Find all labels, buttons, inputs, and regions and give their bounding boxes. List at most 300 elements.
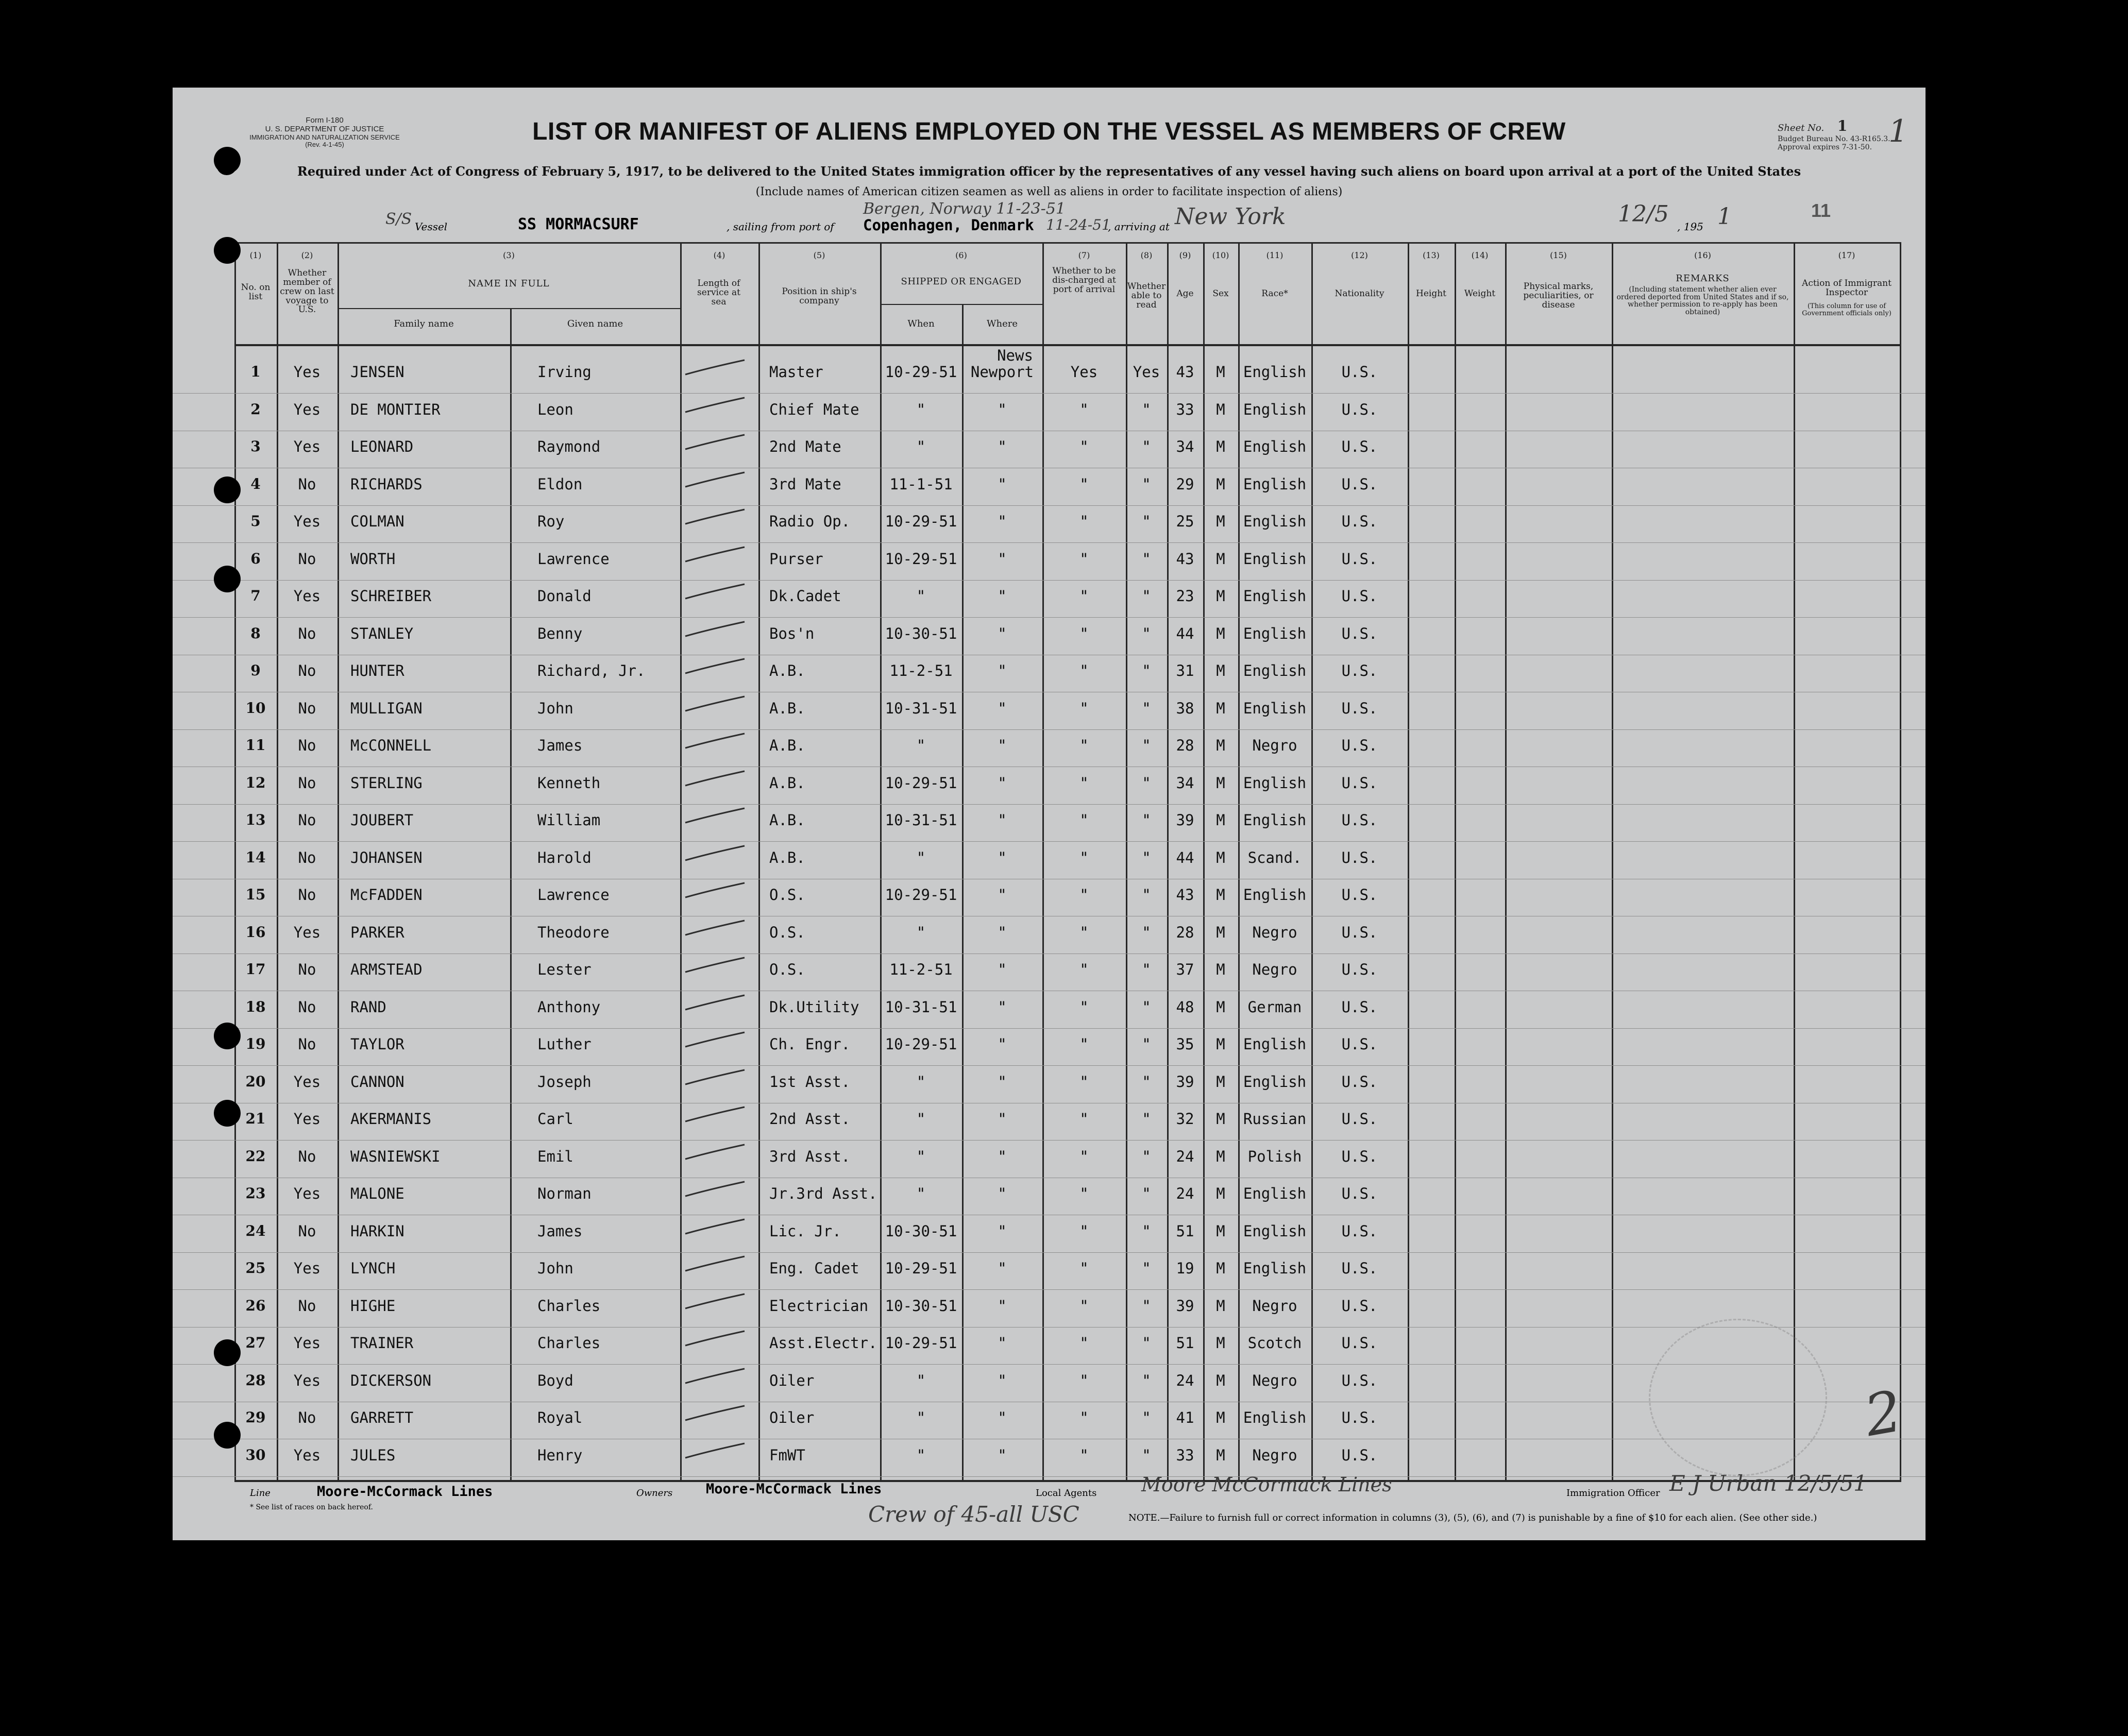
cell-sex: M	[1216, 811, 1225, 829]
header-given-name: Given name	[567, 318, 623, 329]
cell-read: "	[1142, 1260, 1151, 1277]
service-tick-mark	[680, 1137, 758, 1168]
cell-disch: "	[1079, 737, 1089, 754]
cell-prev: No	[298, 811, 316, 829]
cell-position: A.B.	[769, 774, 805, 792]
cell-sex: M	[1216, 1371, 1225, 1389]
punch-hole	[214, 476, 241, 503]
cell-family: TAYLOR	[350, 1035, 404, 1053]
cell-position: Purser	[769, 550, 823, 568]
cell-read: "	[1142, 998, 1151, 1016]
cell-prev: No	[298, 998, 316, 1016]
cell-read: "	[1142, 923, 1151, 941]
row-rule	[173, 617, 1926, 618]
cell-age: 38	[1176, 699, 1194, 717]
cell-family: HUNTER	[350, 662, 404, 679]
cell-race: Negro	[1252, 737, 1297, 754]
arrival-date: 12/5	[1618, 201, 1669, 227]
punch-hole	[214, 237, 241, 264]
table-top-border	[234, 242, 1901, 244]
cell-sex: M	[1216, 1185, 1225, 1202]
sheet-mark: 11	[1811, 200, 1831, 221]
cell-when: 11-2-51	[889, 961, 953, 978]
cell-when: "	[916, 1073, 926, 1091]
cell-race: Negro	[1252, 1297, 1297, 1315]
cell-nat: U.S.	[1341, 1371, 1378, 1389]
cell-sex: M	[1216, 513, 1225, 530]
cell-disch: "	[1079, 1185, 1089, 1202]
cell-position: Dk.Cadet	[769, 587, 841, 605]
cell-family: AKERMANIS	[350, 1110, 432, 1128]
cell-read: "	[1142, 513, 1151, 530]
cell-prev: No	[298, 1035, 316, 1053]
service-tick-mark	[680, 1100, 758, 1131]
shipped-subdivider	[880, 304, 1042, 305]
cell-race: English	[1243, 475, 1307, 493]
cell-prev: Yes	[293, 438, 321, 455]
cell-where: "	[998, 811, 1007, 829]
service-tick-mark	[680, 1324, 758, 1355]
cell-given: Leon	[537, 400, 573, 418]
cell-where: "	[998, 1222, 1007, 1240]
service-tick-mark	[680, 1212, 758, 1243]
cell-family: HIGHE	[350, 1297, 396, 1315]
service-tick-mark	[680, 1175, 758, 1205]
cell-disch: "	[1079, 774, 1089, 792]
cell-sex: M	[1216, 550, 1225, 568]
cell-no: 5	[250, 513, 261, 530]
cell-sex: M	[1216, 1409, 1225, 1426]
cell-no: 27	[245, 1334, 266, 1351]
service-tick-mark	[680, 1436, 758, 1467]
cell-when: 10-29-51	[885, 1334, 957, 1352]
cell-position: A.B.	[769, 811, 805, 829]
cell-when: 10-29-51	[885, 363, 957, 381]
faded-stamp	[1649, 1319, 1827, 1476]
cell-where: "	[998, 998, 1007, 1016]
service-tick-mark	[680, 839, 758, 870]
row-rule	[173, 1289, 1926, 1290]
cell-no: 9	[250, 662, 261, 679]
cell-race: English	[1243, 363, 1307, 381]
cell-nat: U.S.	[1341, 811, 1378, 829]
cell-given: John	[537, 1260, 573, 1277]
cell-position: A.B.	[769, 848, 805, 866]
revision: (Rev. 4-1-45)	[305, 141, 344, 149]
punch-hole	[216, 155, 237, 175]
cell-no: 25	[245, 1260, 266, 1277]
cell-where: "	[998, 550, 1007, 568]
footer-officer-signature: E J Urban 12/5/51	[1669, 1471, 1867, 1496]
service-tick-mark	[680, 988, 758, 1019]
cell-when: 10-31-51	[885, 699, 957, 717]
header-remarks-note: (Including statement whether alien ever ordered deported from United States and if so, whether permission to re-apply has been obtained)	[1616, 285, 1789, 317]
cell-age: 41	[1176, 1409, 1194, 1426]
cell-no: 15	[245, 886, 266, 903]
cell-race: English	[1243, 587, 1307, 605]
header-shipped: SHIPPED OR ENGAGED	[901, 276, 1022, 287]
cell-sex: M	[1216, 1073, 1225, 1091]
cell-when: "	[916, 1110, 926, 1128]
service: IMMIGRATION AND NATURALIZATION SERVICE	[249, 133, 400, 141]
header-age: Age	[1176, 288, 1194, 299]
cell-position: 2nd Asst.	[769, 1110, 851, 1128]
cell-where: "	[998, 961, 1007, 978]
cell-prev: Yes	[293, 923, 321, 941]
cell-when: 11-2-51	[889, 662, 953, 679]
cell-prev: Yes	[293, 1110, 321, 1128]
cell-race: English	[1243, 1222, 1307, 1240]
service-tick-mark	[680, 1249, 758, 1280]
cell-given: James	[537, 1222, 583, 1240]
cell-when: "	[916, 848, 926, 866]
cell-nat: U.S.	[1341, 886, 1378, 904]
cell-family: MULLIGAN	[350, 699, 423, 717]
cell-family: COLMAN	[350, 513, 404, 530]
cell-family: McFADDEN	[350, 886, 423, 904]
cell-prev: No	[298, 624, 316, 642]
cell-age: 31	[1176, 662, 1194, 679]
cell-race: English	[1243, 1073, 1307, 1091]
cell-race: English	[1243, 1409, 1307, 1426]
cell-prev: No	[298, 1222, 316, 1240]
cell-position: A.B.	[769, 662, 805, 679]
cell-no: 4	[250, 475, 261, 492]
cell-read: "	[1142, 811, 1151, 829]
cell-where: "	[998, 699, 1007, 717]
cell-position: O.S.	[769, 923, 805, 941]
row-rule	[173, 1476, 1926, 1477]
cell-where: "	[998, 1073, 1007, 1091]
header-no-on-list: No. on list	[241, 282, 271, 302]
header-remarks: REMARKS	[1676, 273, 1730, 284]
header-family-name: Family name	[394, 318, 454, 329]
cell-no: 3	[250, 438, 261, 455]
cell-given: William	[537, 811, 601, 829]
cell-race: Negro	[1252, 923, 1297, 941]
cell-given: Kenneth	[537, 774, 601, 792]
cell-no: 30	[245, 1446, 266, 1463]
cell-given: Henry	[537, 1446, 583, 1464]
cell-age: 43	[1176, 363, 1194, 381]
service-tick-mark	[680, 1025, 758, 1056]
cell-nat: U.S.	[1341, 1260, 1378, 1277]
cell-family: WORTH	[350, 550, 396, 568]
sailing-date-handwritten: 11-24-51	[1046, 216, 1111, 233]
colnum-6: (6)	[955, 250, 967, 260]
service-tick-mark	[680, 913, 758, 944]
cell-nat: U.S.	[1341, 1409, 1378, 1426]
cell-race: English	[1243, 624, 1307, 642]
cell-family: PARKER	[350, 923, 404, 941]
cell-prev: No	[298, 1147, 316, 1165]
cell-when: 11-1-51	[889, 475, 953, 493]
cell-position: Bos'n	[769, 624, 815, 642]
cell-sex: M	[1216, 363, 1225, 381]
cell-nat: U.S.	[1341, 513, 1378, 530]
cell-nat: U.S.	[1341, 1147, 1378, 1165]
cell-when: 10-29-51	[885, 550, 957, 568]
cell-read: "	[1142, 1334, 1151, 1352]
cell-given: Boyd	[537, 1371, 573, 1389]
cell-sex: M	[1216, 1222, 1225, 1240]
cell-no: 20	[245, 1073, 266, 1090]
cell-given: Roy	[537, 513, 565, 530]
cell-age: 44	[1176, 848, 1194, 866]
cell-race: English	[1243, 438, 1307, 455]
cell-where: "	[998, 923, 1007, 941]
cell-given: Royal	[537, 1409, 583, 1426]
budget-bureau: Budget Bureau No. 43-R165.3.	[1778, 134, 1890, 143]
cell-position: A.B.	[769, 737, 805, 754]
cell-age: 44	[1176, 624, 1194, 642]
cell-age: 43	[1176, 550, 1194, 568]
form-number: Form I-180	[306, 116, 344, 125]
cell-disch: "	[1079, 1409, 1089, 1426]
row-rule	[173, 1028, 1926, 1029]
cell-when: "	[916, 1371, 926, 1389]
service-tick-mark	[680, 764, 758, 795]
cell-age: 29	[1176, 475, 1194, 493]
header-race: Race*	[1261, 288, 1288, 299]
cell-where-above: News	[997, 347, 1033, 364]
cell-read: "	[1142, 1035, 1151, 1053]
cell-no: 26	[245, 1297, 266, 1314]
cell-no: 6	[250, 550, 261, 567]
row-rule	[173, 1252, 1926, 1253]
cell-position: O.S.	[769, 886, 805, 904]
cell-race: English	[1243, 550, 1307, 568]
colnum-13: (13)	[1423, 250, 1440, 260]
cell-nat: U.S.	[1341, 923, 1378, 941]
footer-line-label: Line	[250, 1488, 271, 1499]
header-able-read: Whether able to read	[1127, 281, 1166, 310]
cell-family: STANLEY	[350, 624, 414, 642]
page-subtitle: Required under Act of Congress of February 5, 1917, to be delivered to the United States immigration officer by the representatives of any vessel having such aliens on board upon arrival at a port of the United States	[297, 164, 1801, 179]
cell-prev: Yes	[293, 363, 321, 381]
header-nationality: Nationality	[1335, 288, 1384, 299]
cell-race: English	[1243, 811, 1307, 829]
cell-prev: No	[298, 737, 316, 754]
cell-read: "	[1142, 886, 1151, 904]
cell-given: Lawrence	[537, 550, 610, 568]
cell-family: STERLING	[350, 774, 423, 792]
service-tick-mark	[680, 465, 758, 496]
cell-read: "	[1142, 848, 1151, 866]
cell-race: English	[1243, 886, 1307, 904]
cell-sex: M	[1216, 774, 1225, 792]
cell-nat: U.S.	[1341, 475, 1378, 493]
cell-sex: M	[1216, 475, 1225, 493]
header-sex: Sex	[1212, 288, 1229, 299]
cell-read: "	[1142, 699, 1151, 717]
header-name-in-full: NAME IN FULL	[468, 278, 550, 289]
cell-when: "	[916, 1446, 926, 1464]
cell-read: "	[1142, 662, 1151, 679]
colnum-4: (4)	[713, 250, 725, 260]
header-discharged: Whether to be dis-charged at port of arrival	[1052, 266, 1116, 295]
sailing-from: Copenhagen, Denmark	[863, 216, 1034, 234]
cell-prev: No	[298, 886, 316, 904]
cell-family: WASNIEWSKI	[350, 1147, 441, 1165]
cell-age: 32	[1176, 1110, 1194, 1128]
cell-position: Oiler	[769, 1409, 815, 1426]
cell-when: 10-29-51	[885, 774, 957, 792]
cell-family: LEONARD	[350, 438, 414, 455]
cell-when: 10-29-51	[885, 1035, 957, 1053]
col-divider	[1794, 242, 1795, 1481]
cell-age: 34	[1176, 774, 1194, 792]
cell-nat: U.S.	[1341, 1073, 1378, 1091]
year-label: , 195	[1677, 220, 1703, 233]
cell-position: FmWT	[769, 1446, 805, 1464]
cell-read: "	[1142, 400, 1151, 418]
cell-position: 1st Asst.	[769, 1073, 851, 1091]
cell-when: 10-29-51	[885, 1260, 957, 1277]
cell-disch: "	[1079, 513, 1089, 530]
cell-sex: M	[1216, 886, 1225, 904]
cell-where: "	[998, 848, 1007, 866]
cell-age: 51	[1176, 1222, 1194, 1240]
cell-where: "	[998, 1147, 1007, 1165]
cell-where: Newport	[970, 363, 1034, 381]
cell-sex: M	[1216, 1147, 1225, 1165]
service-tick-mark	[680, 577, 758, 608]
cell-family: JOHANSEN	[350, 848, 423, 866]
cell-nat: U.S.	[1341, 699, 1378, 717]
cell-family: HARKIN	[350, 1222, 404, 1240]
cell-prev: Yes	[293, 513, 321, 530]
cell-nat: U.S.	[1341, 961, 1378, 978]
cell-position: Asst.Electr.	[769, 1334, 877, 1352]
cell-position: 3rd Mate	[769, 475, 841, 493]
service-tick-mark	[680, 1399, 758, 1429]
cell-age: 24	[1176, 1371, 1194, 1389]
cell-when: "	[916, 587, 926, 605]
cell-given: Anthony	[537, 998, 601, 1016]
cell-sex: M	[1216, 1446, 1225, 1464]
approval-expires: Approval expires 7-31-50.	[1778, 143, 1872, 152]
punch-hole	[214, 1422, 241, 1449]
cell-nat: U.S.	[1341, 1110, 1378, 1128]
cell-nat: U.S.	[1341, 550, 1378, 568]
cell-disch: "	[1079, 1260, 1089, 1277]
row-rule	[173, 505, 1926, 506]
cell-no: 21	[245, 1110, 266, 1127]
cell-given: Donald	[537, 587, 592, 605]
cell-position: A.B.	[769, 699, 805, 717]
cell-position: Radio Op.	[769, 513, 851, 530]
col-divider	[1408, 242, 1409, 1481]
cell-prev: No	[298, 1409, 316, 1426]
colnum-14: (14)	[1471, 250, 1489, 260]
col-divider	[337, 242, 339, 1481]
cell-family: CANNON	[350, 1073, 404, 1091]
cell-race: English	[1243, 1185, 1307, 1202]
cell-disch: "	[1079, 662, 1089, 679]
cell-prev: No	[298, 961, 316, 978]
cell-where: "	[998, 1185, 1007, 1202]
cell-position: Ch. Engr.	[769, 1035, 851, 1053]
cell-read: "	[1142, 1185, 1151, 1202]
cell-race: English	[1243, 1035, 1307, 1053]
header-length-service: Length of service at sea	[697, 278, 740, 307]
cell-read: "	[1142, 1147, 1151, 1165]
cell-no: 7	[250, 587, 261, 604]
cell-disch: "	[1079, 550, 1089, 568]
cell-no: 10	[245, 699, 266, 717]
cell-family: RICHARDS	[350, 475, 423, 493]
cell-given: Benny	[537, 624, 583, 642]
service-tick-mark	[680, 726, 758, 757]
page-subnote: (Include names of American citizen seamen as well as aliens in order to facilitate inspection of aliens)	[755, 185, 1343, 198]
header-bottom-border	[234, 344, 1901, 346]
cell-disch: "	[1079, 886, 1089, 904]
margin-mark-right: 2	[1860, 1377, 1907, 1450]
cell-prev: Yes	[293, 587, 321, 605]
name-subdivider	[337, 308, 680, 309]
footer-agents-label: Local Agents	[1036, 1488, 1097, 1499]
cell-where: "	[998, 1035, 1007, 1053]
cell-given: Norman	[537, 1185, 592, 1202]
cell-given: Theodore	[537, 923, 610, 941]
cell-given: Richard, Jr.	[537, 662, 646, 679]
cell-age: 34	[1176, 438, 1194, 455]
cell-disch: "	[1079, 1446, 1089, 1464]
cell-when: 10-31-51	[885, 811, 957, 829]
cell-read: "	[1142, 1297, 1151, 1315]
cell-given: Carl	[537, 1110, 573, 1128]
cell-race: English	[1243, 1260, 1307, 1277]
cell-nat: U.S.	[1341, 587, 1378, 605]
cell-where: "	[998, 1260, 1007, 1277]
sheet-label: Sheet No.	[1778, 123, 1825, 133]
cell-when: 10-30-51	[885, 1222, 957, 1240]
footer-crew-note: Crew of 45-all USC	[868, 1502, 1079, 1527]
cell-age: 33	[1176, 400, 1194, 418]
cell-sex: M	[1216, 1260, 1225, 1277]
cell-age: 19	[1176, 1260, 1194, 1277]
cell-sex: M	[1216, 961, 1225, 978]
cell-family: JULES	[350, 1446, 396, 1464]
cell-family: MALONE	[350, 1185, 404, 1202]
cell-given: Raymond	[537, 438, 601, 455]
cell-sex: M	[1216, 400, 1225, 418]
cell-sex: M	[1216, 737, 1225, 754]
footer-line-value: Moore-McCormack Lines	[317, 1484, 493, 1500]
cell-disch: "	[1079, 1297, 1089, 1315]
cell-disch: "	[1079, 848, 1089, 866]
cell-nat: U.S.	[1341, 1334, 1378, 1352]
row-rule	[173, 580, 1926, 581]
colnum-10: (10)	[1212, 250, 1229, 260]
cell-where: "	[998, 513, 1007, 530]
cell-age: 24	[1176, 1147, 1194, 1165]
cell-race: English	[1243, 513, 1307, 530]
cell-disch: "	[1079, 400, 1089, 418]
cell-nat: U.S.	[1341, 1297, 1378, 1315]
cell-where: "	[998, 774, 1007, 792]
colnum-8: (8)	[1140, 250, 1153, 260]
row-rule	[173, 393, 1926, 394]
colnum-9: (9)	[1179, 250, 1191, 260]
cell-nat: U.S.	[1341, 438, 1378, 455]
cell-disch: "	[1079, 438, 1089, 455]
table-bottom-border	[234, 1480, 1901, 1482]
cell-when: "	[916, 1185, 926, 1202]
cell-age: 51	[1176, 1334, 1194, 1352]
row-rule	[173, 1065, 1926, 1066]
